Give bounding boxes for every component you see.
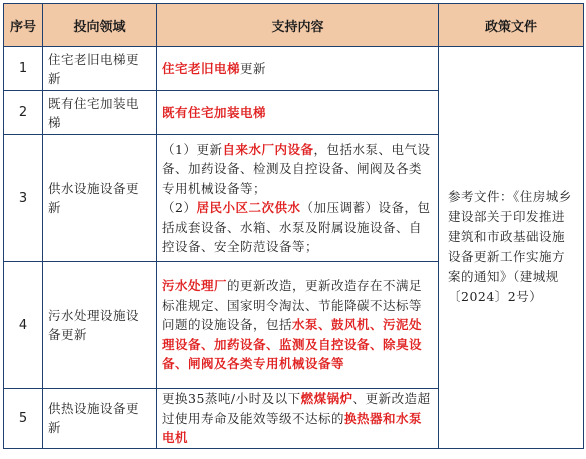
- content-text: （2）: [162, 200, 197, 215]
- content-text: 的更新改造，更新改造存在不满足标准规定、国家明令淘汰、节能降碳不达标等问题的设施设备，包括: [162, 278, 423, 333]
- row-content: [157, 135, 439, 262]
- row-field: 污水处理设施设备更新: [43, 262, 157, 389]
- highlighted-text: 居民小区二次供水: [196, 200, 301, 215]
- row-field: 供热设施设备更新: [43, 389, 157, 449]
- header-content: 支持内容: [157, 4, 439, 47]
- row-index: 2: [4, 91, 43, 135]
- content-text: 、更新改造超过使用寿命及能效等级不达标的: [162, 391, 431, 426]
- table-header-row: [4, 4, 584, 47]
- highlighted-text: 污水处理厂: [162, 278, 228, 294]
- row-field: 既有住宅加装电梯: [43, 91, 157, 135]
- content-text: （1）更新: [162, 141, 223, 157]
- content-text: （加压调蓄）设备，包括成套设备、水箱、水泵及附属设施设备、自控设备、安全防范设备等；: [162, 200, 431, 254]
- row-content: [157, 262, 439, 389]
- row-index: 1: [4, 47, 43, 91]
- highlighted-text: 水泵、鼓风机、污泥处理设备、加药设备、监测及自控设备、除臭设备、闸阀及各类专用机械设备等: [162, 317, 423, 372]
- row-index: 5: [4, 389, 43, 449]
- content-text: 更换35蒸吨/小时及以下: [162, 391, 301, 406]
- header-field: 投向领域: [43, 4, 157, 47]
- highlighted-text: 自来水厂内设备: [222, 141, 314, 157]
- highlighted-text: 燃煤锅炉: [300, 391, 353, 406]
- row-content: [157, 47, 439, 91]
- row-index: 3: [4, 135, 43, 262]
- highlighted-text: 既有住宅加装电梯: [162, 104, 267, 120]
- row-field: 供水设施设备更新: [43, 135, 157, 262]
- header-policy: 政策文件: [439, 4, 584, 47]
- highlighted-text: 换热器和水泵电机: [162, 410, 423, 445]
- policy-table: [3, 3, 584, 449]
- row-field: 住宅老旧电梯更新: [43, 47, 157, 91]
- row-index: 4: [4, 262, 43, 389]
- header-index: 序号: [4, 4, 43, 47]
- table-row: [4, 47, 584, 91]
- row-content: [157, 389, 439, 449]
- highlighted-text: 住宅老旧电梯: [162, 60, 241, 76]
- policy-reference: 参考文件：《住房城乡建设部关于印发推进建筑和市政基础设施设备更新工作实施方案的通知》（建城规〔2024〕2号）: [439, 47, 584, 449]
- content-text: 更新: [240, 60, 267, 76]
- row-content: [157, 91, 439, 135]
- content-text: ，包括水泵、电气设备、加药设备、检测及自控设备、闸阀及各类专用机械设备等；: [162, 141, 431, 196]
